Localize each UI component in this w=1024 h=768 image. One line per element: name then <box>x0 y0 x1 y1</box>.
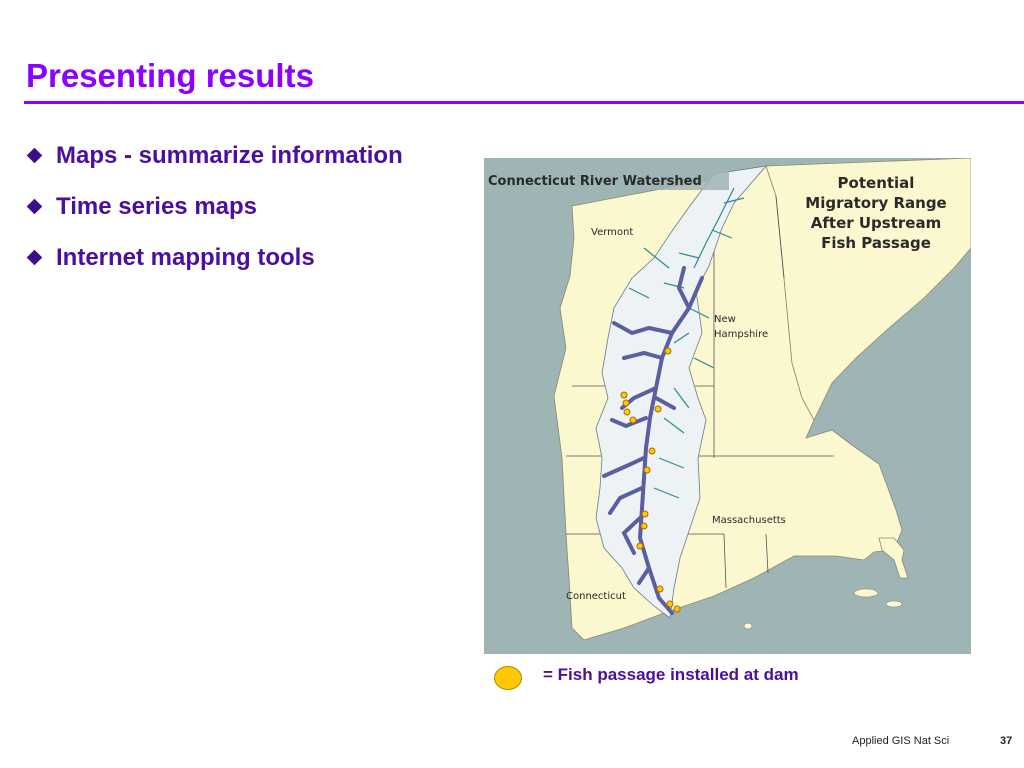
bullet-item <box>26 130 403 181</box>
dam-marker-icon <box>624 409 630 415</box>
watershed-map <box>484 158 971 654</box>
dam-marker-icon <box>665 348 671 354</box>
state-label-vermont: Vermont <box>591 227 634 238</box>
dam-marker-icon <box>630 417 636 423</box>
state-label-new-hampshire: Hampshire <box>714 329 769 340</box>
map-title: Connecticut River Watershed <box>488 174 702 189</box>
dam-marker-icon <box>637 543 643 549</box>
dam-marker-icon <box>657 586 663 592</box>
bullet-text: Maps - summarize information <box>56 141 403 169</box>
dam-marker-icon <box>644 467 650 473</box>
map-heading-line: Migratory Range <box>805 194 947 212</box>
title-divider <box>24 101 1024 104</box>
slide-title: Presenting results <box>26 57 314 94</box>
diamond-bullet-icon <box>27 250 43 266</box>
bullet-item <box>26 232 403 283</box>
dam-marker-icon <box>621 392 627 398</box>
diamond-bullet-icon <box>27 199 43 215</box>
diamond-bullet-icon <box>27 148 43 164</box>
bullet-item <box>26 181 403 232</box>
dam-marker-icon <box>642 511 648 517</box>
dam-marker-icon <box>674 606 680 612</box>
island <box>854 589 878 597</box>
map-heading-line: Potential <box>837 174 915 192</box>
page-number: 37 <box>1000 735 1013 747</box>
bullet-text: Internet mapping tools <box>56 243 315 271</box>
state-label-connecticut: Connecticut <box>566 591 626 602</box>
dam-marker-legend-icon <box>494 666 522 690</box>
state-label-new-hampshire: New <box>714 314 736 325</box>
bullet-list <box>26 130 403 283</box>
island <box>886 601 902 607</box>
map-heading-line: After Upstream <box>810 214 942 232</box>
map-heading-line: Fish Passage <box>821 234 931 252</box>
watershed-map-graphic <box>484 158 971 654</box>
footer-text: Applied GIS Nat Sci <box>852 735 950 747</box>
dam-marker-icon <box>655 406 661 412</box>
island <box>744 623 752 629</box>
dam-marker-icon <box>649 448 655 454</box>
dam-marker-icon <box>623 400 629 406</box>
legend-text: = Fish passage installed at dam <box>543 665 799 684</box>
dam-marker-icon <box>667 601 673 607</box>
state-label-massachusetts: Massachusetts <box>712 515 786 526</box>
dam-marker-icon <box>641 523 647 529</box>
bullet-text: Time series maps <box>56 192 258 220</box>
